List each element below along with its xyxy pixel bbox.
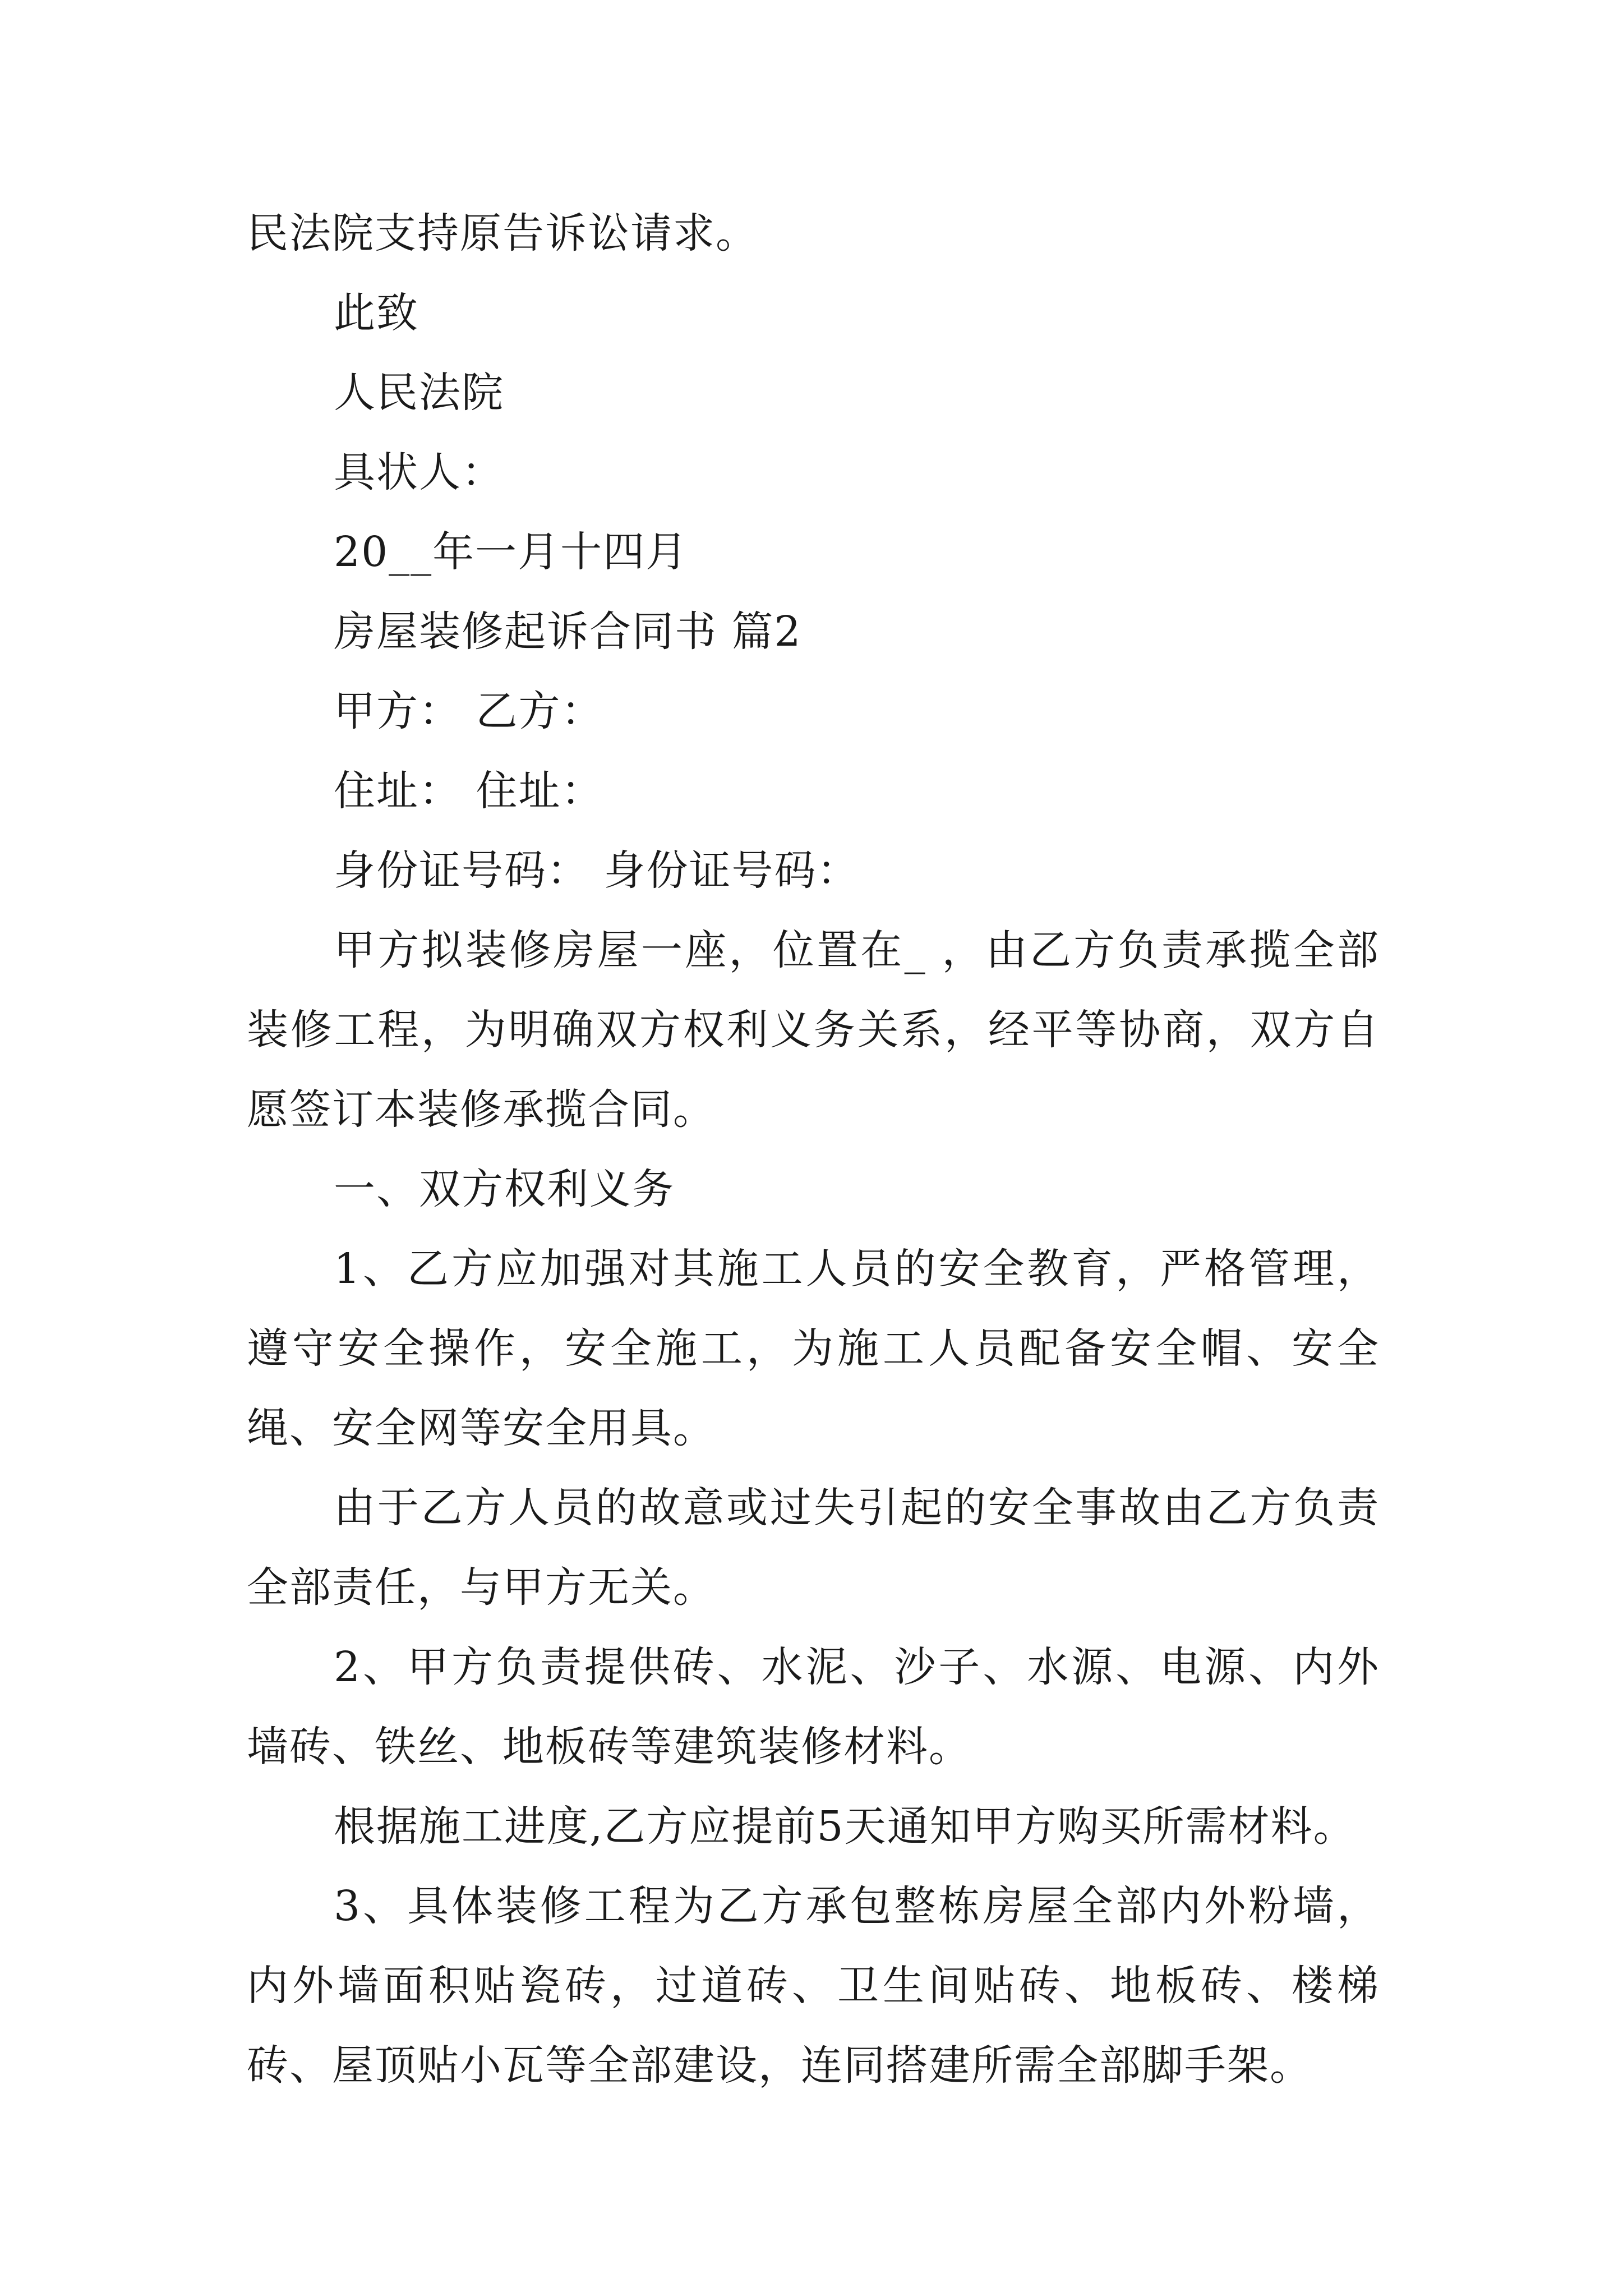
clause-2: 2、甲方负责提供砖、水泥、沙子、水源、电源、内外墙砖、铁丝、地板砖等建筑装修材料。 xyxy=(247,1643,1380,1771)
heading-rights-obligations: 一、双方权利义务 xyxy=(334,1165,675,1213)
paragraph-salutation: 此致 xyxy=(334,289,419,337)
clause-1-liability: 由于乙方人员的故意或过失引起的安全事故由乙方负责全部责任，与甲方无关。 xyxy=(247,1484,1380,1612)
clause-2-notice: 根据施工进度,乙方应提前5天通知甲方购买所需材料。 xyxy=(334,1802,1356,1851)
section-title: 房屋装修起诉合同书 篇2 xyxy=(334,608,802,656)
paragraph-addresses: 住址： 住址： xyxy=(334,767,604,815)
paragraph-parties: 甲方： 乙方： xyxy=(334,687,604,735)
clause-1: 1、乙方应加强对其施工人员的安全教育，严格管理，遵守安全操作，安全施工，为施工人员配备安全帽、安全绳、安全网等安全用具。 xyxy=(247,1245,1380,1452)
paragraph-court-support: 民法院支持原告诉讼请求。 xyxy=(247,209,758,257)
paragraph-id-numbers: 身份证号码： 身份证号码： xyxy=(334,846,860,895)
document-body xyxy=(247,194,1380,2105)
paragraph-date: 20__年一月十四月 xyxy=(334,528,689,576)
paragraph-court-name: 人民法院 xyxy=(334,369,504,417)
paragraph-plaintiff: 具状人： xyxy=(334,448,504,496)
clause-3: 3、具体装修工程为乙方承包整栋房屋全部内外粉墙，内外墙面积贴瓷砖，过道砖、卫生间贴砖、地板砖、楼梯砖、屋顶贴小瓦等全部建设，连同搭建所需全部脚手架。 xyxy=(247,1882,1380,2090)
paragraph-contract-intro: 甲方拟装修房屋一座，位置在_ ，由乙方负责承揽全部装修工程，为明确双方权利义务关系，经平等协商，双方自愿签订本装修承揽合同。 xyxy=(247,926,1380,1134)
